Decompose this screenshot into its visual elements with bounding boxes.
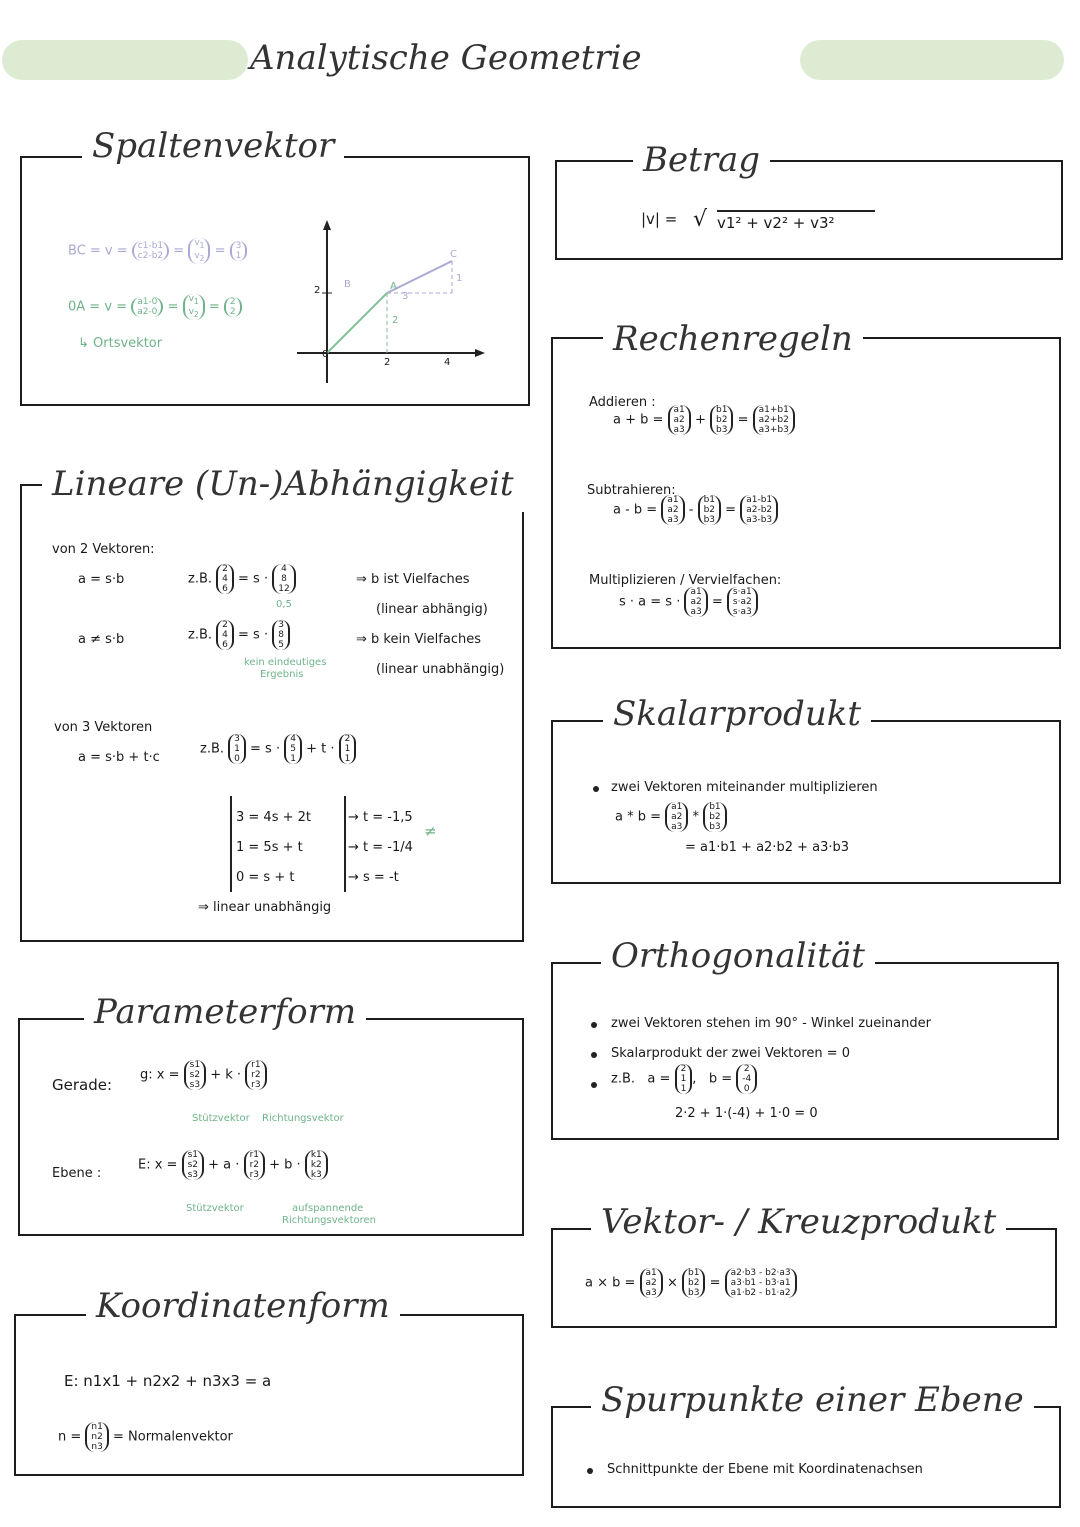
r2-note2: Ergebnis: [260, 669, 304, 680]
graph-xtick4: 4: [444, 357, 451, 368]
page-title: Analytische Geometrie: [250, 38, 642, 78]
box-koordinatenform: [14, 1286, 524, 1476]
koord-equation: E: n1x1 + n2x2 + n3x3 = a: [64, 1372, 272, 1390]
heading-rechenregeln: Rechenregeln: [603, 311, 863, 367]
bullet: [593, 786, 599, 792]
heading-koordinatenform: Koordinatenform: [86, 1278, 400, 1334]
graph-xtick2: 2: [384, 357, 391, 368]
heading-betrag: Betrag: [633, 132, 770, 188]
graph-label-a: A: [390, 281, 397, 292]
graph-origin: 0: [322, 349, 329, 360]
box-spurpunkte: [551, 1380, 1061, 1508]
bullet: [591, 1082, 597, 1088]
sub-equation: a - b = a1 a2 a3 - b1 b2 b3 = a1-b1 a2-b2 a3-b3: [613, 495, 778, 525]
heading-kreuzprodukt: Vektor- / Kreuzprodukt: [591, 1194, 1006, 1250]
header-pill-left: [2, 40, 248, 80]
r2-formula: a ≠ s·b: [78, 632, 125, 647]
sys-eq1: 3 = 4s + 2t: [236, 810, 311, 825]
ortho-b1: zwei Vektoren stehen im 90° - Winkel zueinander: [611, 1016, 931, 1031]
betrag-root: v1² + v2² + v3²: [717, 210, 875, 234]
r3-example: z.B. 3 1 0 = s · 4 5 1 + t · 2 1 1: [200, 734, 356, 764]
gerade-label: Gerade:: [52, 1076, 113, 1094]
bullet: [587, 1468, 593, 1474]
bullet: [591, 1052, 597, 1058]
heading-spurpunkte: Spurpunkte einer Ebene: [591, 1372, 1034, 1428]
bullet: [591, 1022, 597, 1028]
mul-equation: s · a = s · a1 a2 a3 = s·a1 s·a2 s·a3: [619, 587, 758, 617]
sys-eq3: 0 = s + t: [236, 870, 295, 885]
spalten-line2: 0A = v = a1-0 $a2-0 = v_1$ $v_2 = 2$ 2: [68, 294, 242, 320]
r1-formula: a = s·b: [78, 572, 125, 587]
header-pill-right: [800, 40, 1064, 80]
r1-result2: (linear abhängig): [376, 602, 488, 617]
aufsp-note2: Richtungsvektoren: [282, 1215, 376, 1226]
ortho-b2: Skalarprodukt der zwei Vektoren = 0: [611, 1046, 851, 1061]
equation-system-bar: [230, 796, 232, 892]
box-kreuzprodukt: [551, 1202, 1057, 1328]
sub-label: Subtrahieren:: [587, 483, 676, 498]
sqrt-sign: √: [693, 207, 708, 232]
box-betrag: [555, 140, 1063, 260]
graph-label-b: B: [344, 279, 351, 290]
box-parameterform: [18, 992, 524, 1236]
normalen-line: n = n1 n2 n3 = Normalenvektor: [58, 1422, 233, 1452]
r2-example: z.B. 2 4 6 = s · 3 8 5: [188, 620, 290, 650]
aufsp-note1: aufspannende: [292, 1203, 364, 1214]
graph-label-c: C: [450, 249, 457, 260]
box-lineare-abhaengigkeit: [20, 464, 524, 942]
ebene-equation: E: x = s1 s2 s3 + a · r1 r2 r3 + b · k1 k2 k3: [138, 1150, 328, 1180]
box-rechenregeln: [551, 319, 1061, 649]
skalar-bullet-text: zwei Vektoren miteinander multiplizieren: [611, 780, 878, 795]
ortsvektor-note: ↳ Ortsvektor: [78, 336, 163, 351]
add-equation: a + b = a1 a2 a3 + b1 b2 b3 = a1+b1 a2+b2 a3+b3: [613, 405, 795, 435]
sys-res1: → t = -1,5: [348, 810, 413, 825]
r3-formula: a = s·b + t·c: [78, 750, 160, 765]
von2-label: von 2 Vektoren:: [52, 542, 155, 557]
add-label: Addieren :: [589, 395, 656, 410]
r2-result: ⇒ b kein Vielfaches: [356, 632, 481, 647]
spalten-line1: BC = v = c1-b1 $c2-b2 = v_1$ $v_2 = 3$ 1: [68, 238, 247, 264]
von3-label: von 3 Vektoren: [54, 720, 153, 735]
r1-note: 0,5: [276, 599, 292, 610]
graph-seg1: 1: [456, 273, 463, 284]
ortho-example: z.B. a = 2 1 1, b = 2 -4 0: [611, 1064, 757, 1094]
coordinate-graph: [292, 218, 512, 388]
heading-spaltenvektor: Spaltenvektor: [82, 118, 344, 174]
heading-skalarprodukt: Skalarprodukt: [603, 686, 871, 742]
heading-lineare: Lineare (Un-)Abhängigkeit: [42, 456, 524, 512]
r2-result2: (linear unabhängig): [376, 662, 505, 677]
graph-seg2: 2: [392, 315, 399, 326]
sys-res3: → s = -t: [348, 870, 399, 885]
skalar-equation: a * b = a1 a2 a3 * b1 b2 b3: [615, 802, 727, 832]
r2-note1: kein eindeutiges: [244, 657, 327, 668]
r1-example: z.B. 2 4 6 = s · 4 8 12: [188, 564, 296, 594]
sys-eq2: 1 = 5s + t: [236, 840, 303, 855]
ortho-calc: 2·2 + 1·(-4) + 1·0 = 0: [675, 1106, 818, 1121]
gerade-equation: g: x = s1 s2 s3 + k · r1 r2 r3: [140, 1060, 267, 1090]
sys-res2: → t = -1/4: [348, 840, 413, 855]
graph-seg3: 3: [402, 291, 409, 302]
stuetz-note: Stützvektor: [192, 1113, 250, 1124]
box-spaltenvektor: [20, 126, 530, 406]
skalar-result: = a1·b1 + a2·b2 + a3·b3: [685, 840, 850, 855]
conclusion: ⇒ linear unabhängig: [198, 900, 332, 915]
heading-parameterform: Parameterform: [84, 984, 366, 1040]
spur-bullet-text: Schnittpunkte der Ebene mit Koordinatenachsen: [607, 1462, 923, 1477]
richtung-note: Richtungsvektor: [262, 1113, 344, 1124]
box-skalarprodukt: [551, 694, 1061, 884]
mul-label: Multiplizieren / Vervielfachen:: [589, 573, 782, 588]
kreuz-equation: a × b = a1 a2 a3 × b1 b2 b3 = a2·b3 - b2·a3 a3·b1 - b3·a1 a1·b2 - b1·a2: [585, 1268, 797, 1298]
r1-result: ⇒ b ist Vielfaches: [356, 572, 470, 587]
betrag-lhs: |v| =: [641, 210, 678, 228]
equation-system-bar-right: [344, 796, 346, 892]
heading-orthogonalitaet: Orthogonalität: [601, 928, 875, 984]
ebene-label: Ebene :: [52, 1166, 102, 1181]
graph-ytick: 2: [314, 285, 321, 296]
box-orthogonalitaet: [551, 936, 1059, 1140]
stuetz2-note: Stützvektor: [186, 1203, 244, 1214]
neq-mark: ≠: [424, 822, 437, 840]
